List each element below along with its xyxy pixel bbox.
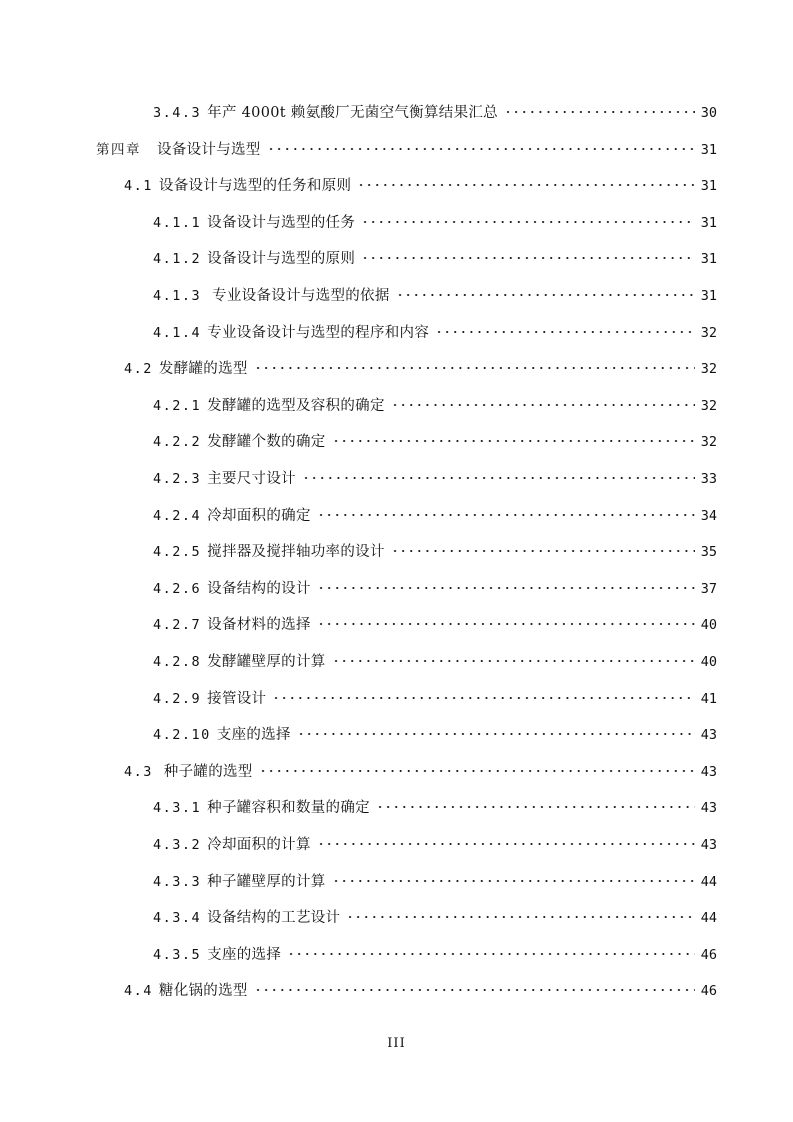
toc-leader-dots [287, 948, 695, 960]
toc-entry[interactable] [153, 100, 717, 122]
toc-entry-number: 4.2.1 [153, 397, 202, 414]
toc-entry[interactable] [153, 210, 717, 232]
toc-leader-dots [504, 106, 695, 118]
toc-leader-dots [332, 875, 695, 887]
toc-entry[interactable] [153, 466, 717, 488]
toc-entry-page: 30 [700, 105, 717, 121]
toc-entry-page: 31 [700, 178, 717, 195]
toc-entry-title [153, 690, 266, 708]
toc-entry-text: 专业设备设计与选型的程序和内容 [207, 324, 430, 341]
toc-entry-page: 44 [700, 910, 717, 927]
toc-leader-dots [357, 179, 694, 191]
toc-leader-dots [272, 692, 694, 704]
toc-leader-dots [332, 435, 695, 447]
toc-entry[interactable] [153, 649, 717, 671]
toc-entry-text: 支座的选择 [207, 946, 282, 963]
toc-entry-text: 专业设备设计与选型的依据 [207, 288, 390, 304]
toc-entry-text: 主要尺寸设计 [207, 471, 296, 487]
toc-entry-title [153, 799, 370, 817]
toc-entry-number: 4.1.1 [153, 214, 202, 231]
toc-entry-text: 发酵罐的选型 [158, 361, 248, 378]
toc-entry-title [124, 177, 351, 195]
toc-entry[interactable] [153, 539, 717, 561]
toc-entry-title [153, 580, 311, 598]
toc-entry-text: 设备设计与选型的任务和原则 [158, 178, 352, 195]
toc-entry-number: 3.4.3 [153, 105, 202, 121]
toc-entry[interactable] [153, 905, 717, 927]
toc-entry-title [153, 250, 355, 268]
toc-entry-title [153, 287, 390, 305]
toc-entry-number: 4.2.4 [153, 507, 202, 524]
toc-leader-dots [332, 655, 695, 667]
toc-entry-title [153, 543, 385, 561]
toc-entry[interactable] [124, 356, 717, 378]
toc-entry-title [96, 141, 261, 159]
toc-entry-text: 发酵罐个数的确定 [207, 434, 326, 451]
toc-entry-number: 4.1 [124, 178, 153, 195]
toc-entry-title [153, 507, 311, 525]
toc-entry[interactable] [153, 832, 717, 854]
toc-entry-title [153, 470, 296, 488]
toc-entry-page: 35 [700, 544, 717, 561]
toc-entry-page: 33 [700, 471, 717, 487]
toc-leader-dots [297, 728, 695, 740]
toc-entry-title [153, 873, 326, 891]
toc-entry-page: 32 [700, 434, 717, 451]
toc-entry-page: 31 [700, 214, 717, 231]
toc-entry-page: 44 [700, 873, 717, 890]
toc-entry-number: 4.3.1 [153, 800, 202, 817]
toc-entry-number: 4.2 [124, 361, 153, 378]
toc-leader-dots [302, 472, 695, 484]
toc-entry-text: 种子罐容积和数量的确定 [207, 800, 370, 817]
toc-entry-number: 第四章 [96, 141, 141, 158]
toc-entry-page: 40 [700, 617, 717, 634]
toc-leader-dots [254, 362, 695, 374]
toc-leader-dots [317, 618, 695, 630]
toc-entry-number: 4.3.3 [153, 873, 202, 890]
toc-entry[interactable] [153, 320, 717, 342]
toc-entry-title [124, 982, 248, 1000]
toc-entry-text: 冷却面积的确定 [207, 507, 311, 524]
toc-entry-text: 设备设计与选型的任务 [207, 214, 356, 231]
toc-entry-text: 发酵罐的选型及容积的确定 [207, 397, 385, 414]
toc-entry-title [153, 324, 429, 342]
toc-entry-text: 搅拌器及搅拌轴功率的设计 [207, 544, 385, 561]
toc-entry[interactable] [153, 429, 717, 451]
toc-entry[interactable] [153, 246, 717, 268]
toc-entry-text: 发酵罐壁厚的计算 [207, 654, 326, 670]
toc-entry-number: 4.3.5 [153, 946, 202, 963]
toc-entry-page: 37 [700, 580, 717, 597]
toc-entry-number: 4.2.3 [153, 471, 202, 487]
toc-entry-title [153, 946, 281, 964]
toc-entry-page: 32 [700, 324, 717, 341]
toc-entry-page: 32 [700, 361, 717, 378]
toc-entry-text: 设备材料的选择 [207, 617, 311, 634]
toc-entry-page: 43 [700, 837, 717, 853]
toc-leader-dots [376, 801, 695, 813]
toc-entry[interactable] [153, 686, 717, 708]
toc-entry-title [153, 104, 498, 122]
toc-entry-title [124, 763, 253, 781]
toc-entry-number: 4.2.5 [153, 544, 202, 561]
toc-entry-number: 4.1.4 [153, 324, 202, 341]
toc-leader-dots [435, 326, 695, 338]
toc-entry-text: 冷却面积的计算 [207, 837, 311, 853]
toc-leader-dots [361, 216, 695, 228]
page-number: III [387, 1036, 406, 1051]
toc-entry-number: 4.3.4 [153, 910, 202, 927]
toc-entry-text: 设备结构的工艺设计 [207, 910, 341, 927]
toc-entry-title [153, 397, 385, 415]
toc-entry-title [153, 616, 311, 634]
toc-entry-page: 43 [700, 727, 717, 744]
toc-entry-text: 设备设计与选型的原则 [207, 251, 356, 268]
toc-entry-page: 46 [700, 983, 717, 1000]
toc-entry-number: 4.2.6 [153, 580, 202, 597]
toc-entry[interactable] [153, 503, 717, 525]
toc-entry-title [153, 836, 311, 854]
toc-entry-page: 31 [700, 251, 717, 268]
toc-entry-text: 种子罐的选型 [158, 763, 253, 780]
toc-entry-page: 31 [700, 141, 717, 158]
toc-leader-dots [396, 289, 695, 301]
toc-entry-page: 34 [700, 507, 717, 524]
toc-entry-title [153, 909, 340, 927]
toc-entry-text: 种子罐壁厚的计算 [207, 873, 326, 890]
toc-entry-number: 4.2.10 [153, 727, 211, 744]
toc-leader-dots [361, 252, 695, 264]
toc-entry-page: 32 [700, 397, 717, 414]
toc-entry-page: 43 [700, 763, 717, 780]
toc-entry-text: 设备设计与选型 [157, 141, 261, 158]
toc-entry-number: 4.1.2 [153, 251, 202, 268]
toc-entry-number: 4.2.7 [153, 617, 202, 634]
toc-entry-page: 31 [700, 288, 717, 304]
toc-entry-number: 4.2.8 [153, 654, 202, 670]
toc-entry-title [153, 214, 355, 232]
toc-entry-text: 设备结构的设计 [207, 580, 311, 597]
toc-entry-text: 接管设计 [207, 690, 267, 707]
toc-entry-number: 4.2.2 [153, 434, 202, 451]
toc-entry[interactable] [124, 173, 717, 195]
toc-entry-number: 4.1.3 [153, 288, 202, 304]
toc-entry-page: 43 [700, 800, 717, 817]
toc-entry[interactable] [153, 393, 717, 415]
toc-entry[interactable] [153, 869, 717, 891]
toc-leader-dots [267, 143, 695, 155]
toc-leader-dots [254, 984, 695, 996]
toc-entry-page: 40 [700, 654, 717, 670]
toc-entry-text: 糖化锅的选型 [158, 983, 248, 1000]
toc-leader-dots [391, 545, 695, 557]
toc-entry-title [153, 433, 326, 451]
toc-entry-title [124, 360, 248, 378]
toc-entry-number: 4.2.9 [153, 690, 202, 707]
toc-entry-number: 4.3 [124, 763, 153, 780]
toc-entry[interactable] [153, 576, 717, 598]
toc-entry-text: 年产 4000t 赖氨酸厂无菌空气衡算结果汇总 [207, 105, 498, 121]
toc-leader-dots [391, 399, 695, 411]
toc-leader-dots [317, 582, 695, 594]
toc-entry-page: 46 [700, 946, 717, 963]
toc-entry-text: 支座的选择 [216, 727, 291, 744]
toc-entry[interactable] [153, 942, 717, 964]
toc-entry-number: 4.3.2 [153, 837, 202, 853]
toc-entry[interactable] [124, 978, 717, 1000]
toc-leader-dots [317, 509, 695, 521]
toc-entry[interactable] [153, 283, 717, 305]
toc-leader-dots [317, 838, 695, 850]
toc-entry[interactable] [124, 759, 717, 781]
toc-leader-dots [259, 765, 695, 777]
toc-entry-number: 4.4 [124, 983, 153, 1000]
toc-entry-title [153, 726, 291, 744]
toc-entry-title [153, 653, 326, 671]
toc-entry[interactable] [153, 722, 717, 744]
toc-entry[interactable] [153, 795, 717, 817]
toc-entry-page: 41 [700, 690, 717, 707]
toc-entry[interactable] [96, 137, 717, 159]
toc-leader-dots [346, 911, 694, 923]
toc-entry[interactable] [153, 612, 717, 634]
